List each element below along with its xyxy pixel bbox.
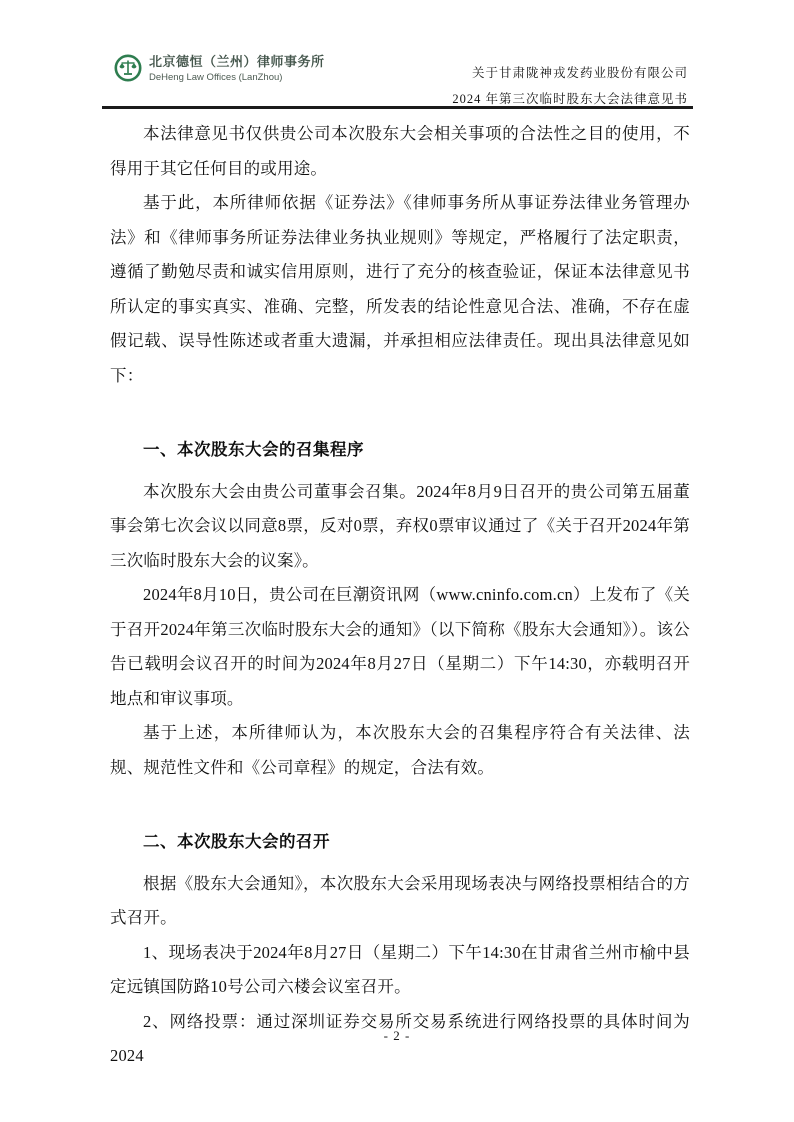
section-2-heading: 二、本次股东大会的召开 bbox=[143, 833, 330, 851]
paragraph-board-convening: 本次股东大会由贵公司董事会召集。2024年8月9日召开的贵公司第五届董事会第七次会议以同意8票，反对0票，弃权0票审议通过了《关于召开2024年第三次临时股东大会的议案》。 bbox=[110, 481, 690, 570]
firm-name-cn: 北京德恒（兰州）律师事务所 bbox=[149, 54, 325, 69]
page-number: - 2 - bbox=[383, 1028, 411, 1043]
header-doc-title bbox=[452, 60, 688, 112]
section-1-heading: 一、本次股东大会的召集程序 bbox=[143, 441, 364, 459]
paragraph-online-voting: 2、网络投票：通过深圳证券交易所交易系统进行网络投票的具体时间为2024 bbox=[110, 1011, 690, 1065]
deheng-scales-logo-icon bbox=[114, 54, 142, 82]
paragraph-onsite-voting: 1、现场表决于2024年8月27日（星期二）下午14:30在甘肃省兰州市榆中县定远镇国防路10号公司六楼会议室召开。 bbox=[110, 942, 690, 996]
doc-title-line1: 关于甘肃陇神戎发药业股份有限公司 bbox=[471, 66, 688, 80]
header-firm-block bbox=[114, 54, 325, 84]
paragraph-lawyer-statement: 基于此，本所律师依据《证券法》《律师事务所从事证券法律业务管理办法》和《律师事务所证券法律业务执业规则》等规定，严格履行了法定职责，遵循了勤勉尽责和诚实信用原则，进行了充分的核查验证，保证本法律意见书所认定的事实真实、准确、完整，所发表的结论性意见合法、准确，不存在虚假记载、误导性陈述或者重大遗漏，并承担相应法律责任。现出具法律意见如下： bbox=[110, 193, 690, 385]
paragraph-section-1-conclusion: 基于上述，本所律师认为，本次股东大会的召集程序符合有关法律、法规、规范性文件和《公司章程》的规定，合法有效。 bbox=[110, 723, 690, 777]
firm-names bbox=[149, 54, 325, 84]
paragraph-scope-of-use: 本法律意见书仅供贵公司本次股东大会相关事项的合法性之目的使用，不得用于其它任何目的或用途。 bbox=[110, 124, 690, 178]
header-rule bbox=[102, 106, 693, 109]
firm-name-en: DeHeng Law Offices (LanZhou) bbox=[149, 72, 283, 84]
doc-title-line2: 2024 年第三次临时股东大会法律意见书 bbox=[452, 92, 688, 106]
paragraph-meeting-method: 根据《股东大会通知》，本次股东大会采用现场表决与网络投票相结合的方式召开。 bbox=[110, 873, 690, 927]
document-body bbox=[110, 117, 690, 1074]
paragraph-notice-publication: 2024年8月10日，贵公司在巨潮资讯网（www.cninfo.com.cn）上发布了《关于召开2024年第三次临时股东大会的通知》（以下简称《股东大会通知》）。该公告已载明会议召开的时间为2024年8月27日（星期二）下午14:30，亦载明召开地点和审议事项。 bbox=[110, 585, 690, 708]
